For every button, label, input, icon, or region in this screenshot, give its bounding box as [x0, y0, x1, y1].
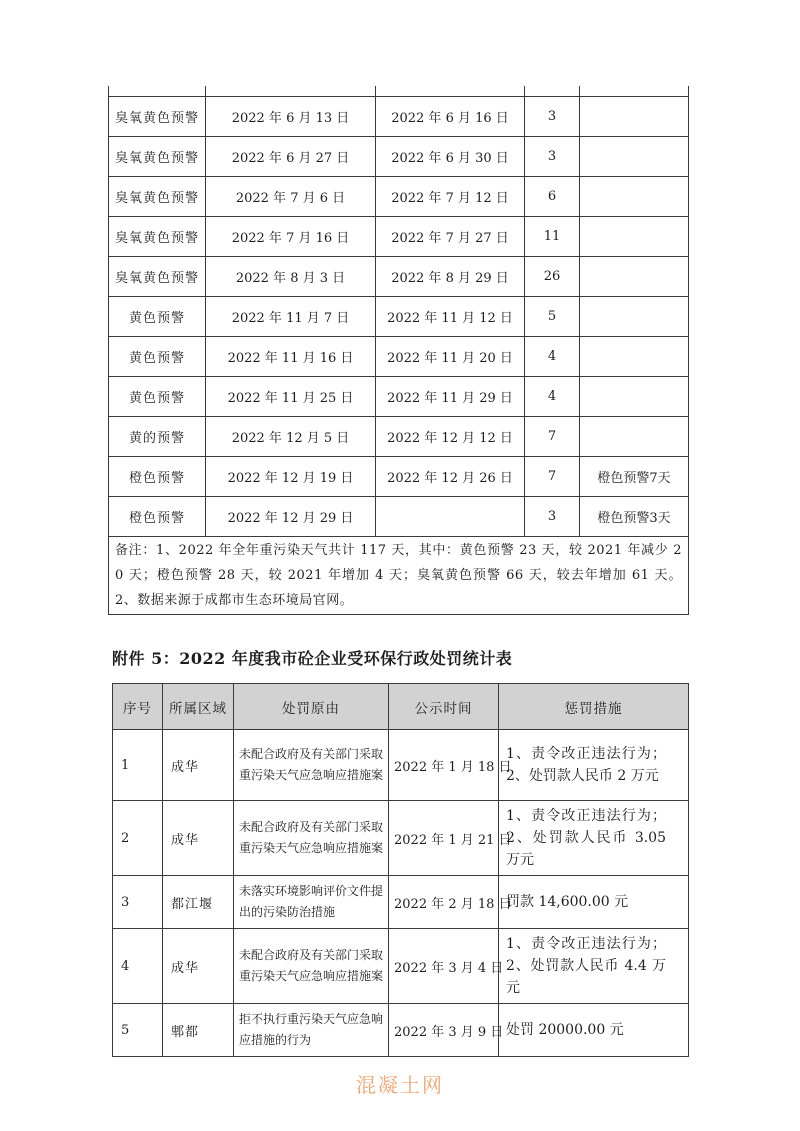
table-cell: 黄的预警	[109, 417, 206, 457]
table-cell: 2022 年 3 月 9 日	[389, 1004, 499, 1057]
table-cell: 黄色预警	[109, 377, 206, 417]
table-cell: 臭氧黄色预警	[109, 217, 206, 257]
table-cell: 7	[525, 417, 580, 457]
table-row	[109, 377, 689, 417]
stub-cell	[580, 86, 689, 97]
remark-row	[109, 537, 689, 615]
table-cell	[580, 177, 689, 217]
table-row	[109, 297, 689, 337]
table-cell: 橙色预警3天	[580, 497, 689, 537]
header-row	[113, 684, 689, 730]
table-cell: 4	[525, 337, 580, 377]
header-cell-seq: 序号	[113, 684, 163, 730]
table-cell: 2022 年 6 月 30 日	[376, 137, 525, 177]
table-cell: 2022 年 11 月 7 日	[206, 297, 376, 337]
stub-cell	[376, 86, 525, 97]
table-cell: 罚款 14,600.00 元	[499, 876, 689, 929]
table-cell: 臭氧黄色预警	[109, 97, 206, 137]
table-cell	[580, 97, 689, 137]
table-cell: 7	[525, 457, 580, 497]
table-cell: 2022 年 7 月 12 日	[376, 177, 525, 217]
table-cell: 2022 年 11 月 25 日	[206, 377, 376, 417]
table-cell	[376, 497, 525, 537]
table-cell: 成华	[163, 801, 234, 876]
header-cell-penalty: 惩罚措施	[499, 684, 689, 730]
table-cell: 26	[525, 257, 580, 297]
table-cell: 臭氧黄色预警	[109, 137, 206, 177]
table-row	[113, 801, 689, 876]
table-row	[113, 876, 689, 929]
table-cell: 黄色预警	[109, 337, 206, 377]
table-row	[113, 1004, 689, 1057]
table-cell	[580, 217, 689, 257]
table-cell: 4	[113, 929, 163, 1004]
table-cell: 臭氧黄色预警	[109, 177, 206, 217]
attachment5-title: 附件 5：2022 年度我市砼企业受环保行政处罚统计表	[112, 649, 513, 668]
table-cell: 臭氧黄色预警	[109, 257, 206, 297]
table-cell: 成华	[163, 730, 234, 801]
table-cell: 未落实环境影响评价文件提出的污染防治措施	[234, 876, 389, 929]
table-cell	[580, 417, 689, 457]
table-row	[109, 337, 689, 377]
table-cell	[580, 337, 689, 377]
table-cell: 黄色预警	[109, 297, 206, 337]
warning-days-table-body	[109, 86, 689, 537]
table-cell: 2022 年 8 月 3 日	[206, 257, 376, 297]
table-cell: 2022 年 7 月 16 日	[206, 217, 376, 257]
remark-cell: 备注：1、2022 年全年重污染天气共计 117 天，其中：黄色预警 23 天，较 2021 年减少 20 天；橙色预警 28 天，较 2021 年增加 4 天；臭氧黄色预警 66 天，较去年增加 61 天。2、数据来源于成都市生态环境局官网。	[109, 537, 689, 615]
table-cell: 2022 年 11 月 29 日	[376, 377, 525, 417]
table-row	[109, 417, 689, 457]
table-row	[109, 137, 689, 177]
table-cell: 橙色预警	[109, 457, 206, 497]
table-cell: 1、责令改正违法行为；2、处罚款人民币 3.05 万元	[499, 801, 689, 876]
table-cell	[580, 297, 689, 337]
table-cell: 3	[525, 497, 580, 537]
table-cell: 1、责令改正违法行为；2、处罚款人民币 2 万元	[499, 730, 689, 801]
warning-days-table	[108, 86, 689, 615]
table-row	[109, 177, 689, 217]
table-cell: 1	[113, 730, 163, 801]
stub-cell	[525, 86, 580, 97]
table-cell: 2022 年 12 月 29 日	[206, 497, 376, 537]
table-row	[109, 217, 689, 257]
table-cell: 3	[525, 97, 580, 137]
site-watermark: 混凝土网	[356, 1073, 444, 1097]
table-cell: 4	[525, 377, 580, 417]
table-cell: 3	[113, 876, 163, 929]
table-cell: 1、责令改正违法行为；2、处罚款人民币 4.4 万元	[499, 929, 689, 1004]
table-cell: 拒不执行重污染天气应急响应措施的行为	[234, 1004, 389, 1057]
table-cell: 11	[525, 217, 580, 257]
penalties-table-body	[113, 730, 689, 1057]
table-cell: 5	[525, 297, 580, 337]
table-cell: 2	[113, 801, 163, 876]
table-cell: 未配合政府及有关部门采取重污染天气应急响应措施案	[234, 801, 389, 876]
table-cell: 2022 年 12 月 12 日	[376, 417, 525, 457]
stub-cell	[109, 86, 206, 97]
penalties-table	[112, 683, 689, 1057]
table-cell: 橙色预警7天	[580, 457, 689, 497]
table-cell: 郫都	[163, 1004, 234, 1057]
table-cell: 2022 年 11 月 12 日	[376, 297, 525, 337]
table-cell: 6	[525, 177, 580, 217]
table-cell: 2022 年 7 月 27 日	[376, 217, 525, 257]
table-cell: 处罚 20000.00 元	[499, 1004, 689, 1057]
table-cell: 2022 年 6 月 16 日	[376, 97, 525, 137]
table-cell	[580, 257, 689, 297]
table-cell: 橙色预警	[109, 497, 206, 537]
table-cell: 2022 年 12 月 26 日	[376, 457, 525, 497]
header-cell-reason: 处罚原由	[234, 684, 389, 730]
table-cell: 2022 年 12 月 5 日	[206, 417, 376, 457]
table-cell: 2022 年 1 月 21 日	[389, 801, 499, 876]
table-row	[109, 497, 689, 537]
penalties-table-header	[113, 684, 689, 730]
table-row	[109, 257, 689, 297]
table-cell: 2022 年 12 月 19 日	[206, 457, 376, 497]
table-cell: 2022 年 11 月 20 日	[376, 337, 525, 377]
table-cell	[580, 377, 689, 417]
table-continuation-stub	[109, 86, 689, 97]
table-row	[113, 929, 689, 1004]
table-cell: 5	[113, 1004, 163, 1057]
warning-table-remark-body	[109, 537, 689, 615]
header-cell-region: 所属区域	[163, 684, 234, 730]
table-cell: 未配合政府及有关部门采取重污染天气应急响应措施案	[234, 929, 389, 1004]
table-cell: 2022 年 11 月 16 日	[206, 337, 376, 377]
table-cell: 未配合政府及有关部门采取重污染天气应急响应措施案	[234, 730, 389, 801]
table-cell: 2022 年 2 月 18 日	[389, 876, 499, 929]
table-cell: 2022 年 6 月 27 日	[206, 137, 376, 177]
table-cell: 2022 年 1 月 18 日	[389, 730, 499, 801]
table-cell: 都江堰	[163, 876, 234, 929]
table-cell: 2022 年 6 月 13 日	[206, 97, 376, 137]
table-cell: 2022 年 8 月 29 日	[376, 257, 525, 297]
stub-cell	[206, 86, 376, 97]
table-row	[113, 730, 689, 801]
header-cell-date: 公示时间	[389, 684, 499, 730]
table-cell	[580, 137, 689, 177]
table-cell: 3	[525, 137, 580, 177]
table-row	[109, 97, 689, 137]
table-row	[109, 457, 689, 497]
table-cell: 2022 年 3 月 4 日	[389, 929, 499, 1004]
table-cell: 2022 年 7 月 6 日	[206, 177, 376, 217]
table-cell: 成华	[163, 929, 234, 1004]
